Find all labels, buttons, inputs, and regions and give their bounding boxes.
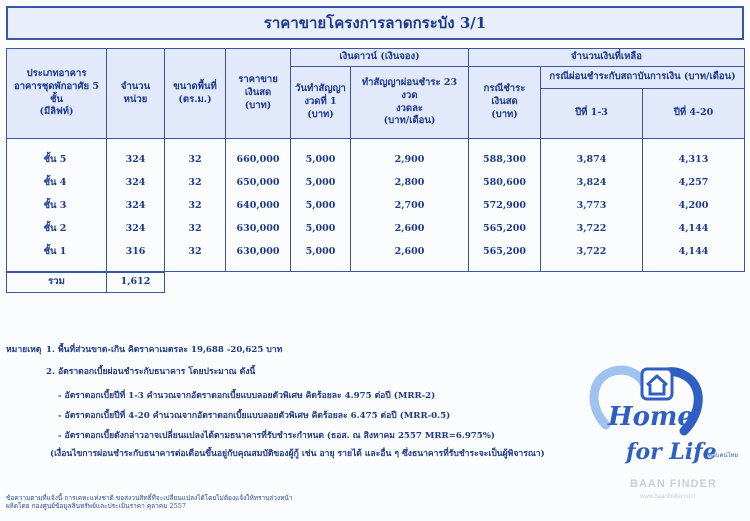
contract-cell: 5,000 — [291, 149, 351, 172]
note-2a: - อัตราดอกเบี้ยปีที่ 1-3 คำนวณจากอัตราดอกเบี้ยแบบลอยตัวพิเศษ คิดร้อยละ 4.975 ต่อปี (MRR-2) — [58, 391, 436, 401]
price-cell: 650,000 — [226, 172, 291, 195]
table-row — [7, 149, 745, 172]
header-year-1-3: ปีที่ 1-3 — [541, 89, 643, 139]
year-1-3-cell: 3,722 — [541, 241, 643, 264]
table-row — [7, 195, 745, 218]
header-remaining: จำนวนเงินที่เหลือ — [469, 49, 745, 67]
area-cell: 32 — [165, 195, 226, 218]
notes-header: หมายเหตุ — [6, 345, 42, 355]
year-4-20-cell: 4,144 — [643, 218, 745, 241]
watermark-url: www.baanfinder.com — [640, 494, 696, 500]
year-4-20-cell: 4,144 — [643, 241, 745, 264]
units-cell: 324 — [107, 195, 165, 218]
units-cell: 324 — [107, 218, 165, 241]
installment-cell: 2,700 — [351, 195, 469, 218]
price-cell: 630,000 — [226, 241, 291, 264]
price-table — [6, 48, 745, 293]
floor-label: ชั้น 4 — [7, 172, 107, 195]
note-2b: - อัตราดอกเบี้ยปีที่ 4-20 คำนวณจากอัตราดอกเบี้ยแบบลอยตัวพิเศษ คิดร้อยละ 6.475 ต่อปี (MRR-0.5) — [58, 411, 451, 421]
year-1-3-cell: 3,874 — [541, 149, 643, 172]
header-down-payment: เงินดาวน์ (เงินจอง) — [291, 49, 469, 67]
area-cell: 32 — [165, 149, 226, 172]
note-1: 1. พื้นที่ส่วนขาด-เกิน คิดราคาเมตรละ 19,688 -20,625 บาท — [46, 345, 283, 355]
header-cash-case: กรณีชำระเงินสด (บาท) — [469, 67, 541, 139]
cash-remaining-cell: 588,300 — [469, 149, 541, 172]
year-4-20-cell: 4,313 — [643, 149, 745, 172]
footer-producer: ผลิตโดย กองศูนย์ข้อมูลสินทรัพย์และประเมินราคา คุลาคม 2557 — [6, 502, 187, 511]
note-2: 2. อัตราดอกเบี้ยผ่อนชำระกับธนาคาร โดยประมาณ ดังนี้ — [46, 367, 256, 377]
header-year-4-20: ปีที่ 4-20 — [643, 89, 745, 139]
total-row — [7, 272, 745, 293]
year-1-3-cell: 3,722 — [541, 218, 643, 241]
floor-label: ชั้น 1 — [7, 241, 107, 264]
floor-label: ชั้น 5 — [7, 149, 107, 172]
table-row — [7, 241, 745, 264]
note-2c: - อัตราดอกเบี้ยดังกล่าวอาจเปลี่ยนแปลงได้ตามธนาคารที่รับชำระกำหนด (ธอส. ณ สิงหาคม 2557 MRR=6.975%) — [58, 431, 495, 441]
header-bank-case: กรณีผ่อนชำระกับสถาบันการเงิน (บาท/เดือน) — [541, 67, 745, 89]
cash-remaining-cell: 572,900 — [469, 195, 541, 218]
total-label: รวม — [7, 272, 107, 293]
svg-text:for Life: for Life — [626, 439, 717, 465]
area-cell: 32 — [165, 241, 226, 264]
area-cell: 32 — [165, 172, 226, 195]
header-cash-price: ราคาขายเงินสด (บาท) — [226, 49, 291, 139]
home-for-life-logo — [586, 355, 739, 475]
cash-remaining-cell: 565,200 — [469, 241, 541, 264]
header-area: ขนาดพื้นที่ (ตร.ม.) — [165, 49, 226, 139]
installment-cell: 2,900 — [351, 149, 469, 172]
table-row — [7, 172, 745, 195]
area-cell: 32 — [165, 218, 226, 241]
note-2d: (เงื่อนไขการผ่อนชำระกับธนาคารต่อเดือนขึ้นอยู่กับคุณสมบัติของผู้กู้ เช่น อายุ รายได้ และอื่น ๆ ซึ่งธนาคารที่รับชำระจะเป็นผู้พิจารณา) — [50, 449, 545, 459]
contract-cell: 5,000 — [291, 218, 351, 241]
cash-remaining-cell: 580,600 — [469, 172, 541, 195]
year-4-20-cell: 4,257 — [643, 172, 745, 195]
units-cell: 324 — [107, 149, 165, 172]
price-cell: 630,000 — [226, 218, 291, 241]
contract-cell: 5,000 — [291, 241, 351, 264]
header-installments: ทำสัญญาผ่อนชำระ 23 งวด งวดละ (บาท/เดือน) — [351, 67, 469, 139]
table-row — [7, 218, 745, 241]
year-1-3-cell: 3,773 — [541, 195, 643, 218]
svg-text:Home: Home — [608, 402, 694, 432]
cash-remaining-cell: 565,200 — [469, 218, 541, 241]
installment-cell: 2,800 — [351, 172, 469, 195]
price-cell: 660,000 — [226, 149, 291, 172]
total-units: 1,612 — [107, 272, 165, 293]
header-building-type: ประเภทอาคาร อาคารชุดพักอาศัย 5 ชั้น (มีลิฟท์) — [7, 49, 107, 139]
installment-cell: 2,600 — [351, 218, 469, 241]
house-icon — [642, 369, 672, 399]
page-title: ราคาขายโครงการลาดกระบัง 3/1 — [6, 6, 744, 40]
price-cell: 640,000 — [226, 195, 291, 218]
installment-cell: 2,600 — [351, 241, 469, 264]
year-1-3-cell: 3,824 — [541, 172, 643, 195]
floor-label: ชั้น 2 — [7, 218, 107, 241]
units-cell: 316 — [107, 241, 165, 264]
floor-label: ชั้น 3 — [7, 195, 107, 218]
contract-cell: 5,000 — [291, 172, 351, 195]
year-4-20-cell: 4,200 — [643, 195, 745, 218]
units-cell: 324 — [107, 172, 165, 195]
footer-disclaimer: ข้อความตามที่แจ้งนี้ การเคหะแห่งชาติ ขอสงวนสิทธิ์ที่จะเปลี่ยนแปลงได้โดยไม่ต้องแจ้งให้ทราบล่วงหน้า — [6, 494, 293, 502]
footer — [6, 494, 566, 511]
watermark-name: BAAN FINDER — [630, 478, 717, 490]
header-contract-day: วันทำสัญญา งวดที่ 1 (บาท) — [291, 67, 351, 139]
svg-text:คู่กับคนไทย: คู่กับคนไทย — [708, 452, 739, 459]
contract-cell: 5,000 — [291, 195, 351, 218]
header-units: จำนวนหน่วย — [107, 49, 165, 139]
